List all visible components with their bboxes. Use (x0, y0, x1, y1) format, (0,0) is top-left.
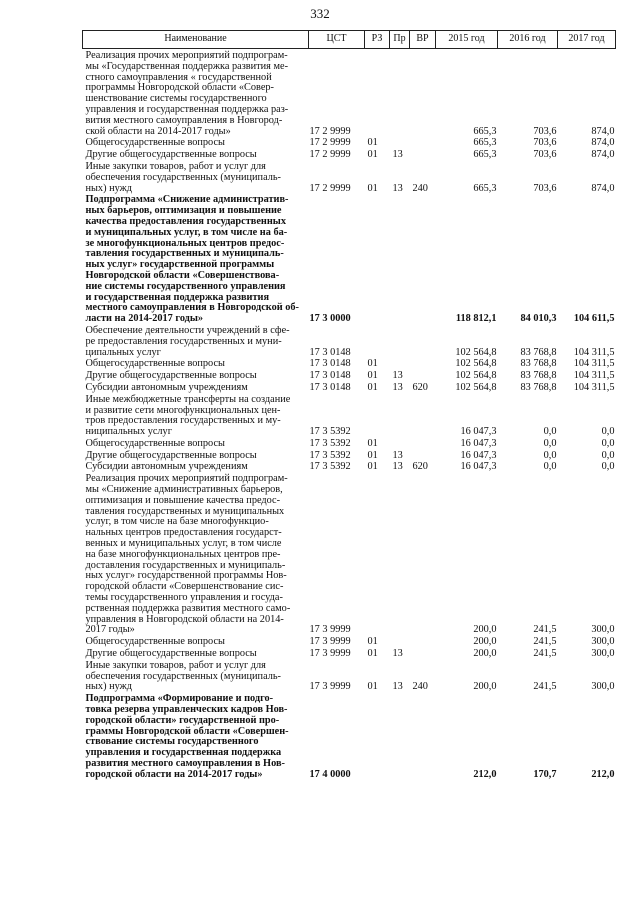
row-cst-cell: 17 2 9999 (309, 149, 351, 161)
row-2016-cell: 83 768,8 (520, 346, 557, 358)
row-vr-cell: 620 (412, 381, 428, 393)
table-row (83, 383, 616, 395)
row-vr-cell (410, 359, 436, 371)
row-rz-cell (365, 694, 390, 781)
row-rz-cell: 01 (367, 358, 378, 370)
row-rz-cell: 01 (367, 461, 378, 473)
row-vr-cell (410, 637, 436, 649)
row-2016-cell: 170,7 (533, 768, 557, 780)
row-cst-cell: 17 3 0148 (309, 346, 351, 358)
row-name-cell: Иные межбюджетные трансферты на создание и развитие сети многофункциональных цен- тров предоставления государственных и му- ниципальных услуг (85, 393, 291, 438)
row-cst-cell: 17 2 9999 (309, 137, 351, 149)
row-cst-cell: 17 3 0148 (309, 370, 351, 382)
row-2017-cell: 104 311,5 (573, 370, 615, 382)
row-rz-cell (365, 474, 390, 637)
row-name-cell: Общегосударственные вопросы (85, 137, 225, 149)
budget-table (82, 30, 616, 782)
table-row (83, 661, 616, 694)
header-name: Наименование (83, 31, 309, 49)
row-2017-cell: 0,0 (601, 461, 615, 473)
row-2016-cell: 241,5 (533, 648, 557, 660)
row-2017-cell: 300,0 (591, 681, 615, 693)
row-pr-cell: 13 (392, 370, 403, 382)
header-2017: 2017 год (558, 31, 616, 49)
row-2016-cell: 0,0 (543, 426, 557, 438)
row-2015-cell: 16 047,3 (460, 426, 497, 438)
row-pr-cell (390, 51, 410, 138)
row-name-cell: Обеспечение деятельности учреждений в сфе- ре предоставления государственных и муни- ципальных услуг (85, 324, 290, 358)
row-2016-cell: 83 768,8 (520, 370, 557, 382)
row-2015-cell: 200,0 (473, 624, 497, 636)
row-2017-cell: 874,0 (591, 137, 615, 149)
row-cst-cell: 17 3 5392 (309, 426, 351, 438)
row-pr-cell: 13 (392, 681, 403, 693)
row-name-cell: Субсидии автономным учреждениям (85, 381, 248, 393)
row-vr-cell (410, 649, 436, 661)
row-rz-cell: 01 (367, 648, 378, 660)
row-2016-cell: 703,6 (533, 149, 557, 161)
row-pr-cell (390, 439, 410, 451)
row-cst-cell: 17 4 0000 (309, 768, 351, 780)
row-2015-cell: 200,0 (473, 648, 497, 660)
table-row (83, 474, 616, 637)
row-2017-cell: 0,0 (601, 437, 615, 449)
row-2017-cell: 874,0 (591, 125, 615, 137)
row-cst-cell: 17 2 9999 (309, 182, 351, 194)
row-cst-cell: 17 2 9999 (309, 125, 351, 137)
row-name-cell: Реализация прочих мероприятий подпрограм- мы «Государственная поддержка развития ме- стного самоуправления « государственной программы Новгородской области «Совер- шенствование системы государственного управления и государственная поддержка раз- вития местного самоуправления в Новгород- ской области на 2014-2017 годы» (85, 50, 289, 137)
row-cst-cell: 17 3 5392 (309, 437, 351, 449)
row-vr-cell (410, 150, 436, 162)
row-rz-cell: 01 (367, 381, 378, 393)
row-2017-cell: 104 311,5 (573, 358, 615, 370)
row-rz-cell: 01 (367, 137, 378, 149)
row-name-cell: Реализация прочих мероприятий подпрограм- мы «Снижение административных барьеров, оптимизация и повышение качества предос- тавления государственных и муниципальных услуг, в том числе на базе многофункцио- нальных центров предоставления государст- венных и муниципальных услуг, в том числе на базе многофункциональных центров пре- доставления государственных и муниципаль- ных услуг» государственной программы Нов- городской области «Совершенствование сис- темы государственного управления и госуда- рственная поддержка развития местного само- управления в Новгородской области на 2014- 2017 годы» (85, 473, 291, 636)
row-pr-cell: 13 (392, 182, 403, 194)
row-2016-cell: 703,6 (533, 137, 557, 149)
row-2017-cell: 104 611,5 (573, 313, 615, 325)
table-row (83, 326, 616, 359)
table-row (83, 439, 616, 451)
row-vr-cell: 240 (412, 681, 428, 693)
row-2015-cell: 665,3 (473, 137, 497, 149)
row-cst-cell: 17 3 0148 (309, 358, 351, 370)
row-vr-cell (410, 195, 436, 326)
row-2017-cell: 300,0 (591, 636, 615, 648)
row-vr-cell (410, 51, 436, 138)
row-pr-cell (390, 474, 410, 637)
row-2016-cell: 0,0 (543, 461, 557, 473)
table-row (83, 162, 616, 195)
header-2015: 2015 год (436, 31, 498, 49)
header-cst: ЦСТ (309, 31, 365, 49)
table-row (83, 51, 616, 138)
row-cst-cell: 17 3 5392 (309, 461, 351, 473)
row-2017-cell: 104 311,5 (573, 381, 615, 393)
row-vr-cell (410, 439, 436, 451)
row-name-cell: Подпрограмма «Формирование и подго- товка резерва управленческих кадров Нов- городской области» государственной про- граммы Новгородской области «Совершен- ствование системы государственного управления и государственная поддержка развития местного самоуправления в Нов- городской области на 2014-2017 годы» (85, 693, 289, 780)
row-2016-cell: 241,5 (533, 624, 557, 636)
row-name-cell: Общегосударственные вопросы (85, 437, 225, 449)
row-rz-cell: 01 (367, 681, 378, 693)
row-2016-cell: 703,6 (533, 182, 557, 194)
row-2016-cell: 83 768,8 (520, 358, 557, 370)
row-2015-cell: 200,0 (473, 681, 497, 693)
row-2017-cell: 212,0 (591, 768, 615, 780)
header-vr: ВР (410, 31, 436, 49)
row-pr-cell: 13 (392, 461, 403, 473)
row-cst-cell: 17 3 0000 (309, 313, 351, 325)
row-pr-cell (390, 326, 410, 359)
row-cst-cell: 17 3 0148 (309, 381, 351, 393)
row-cst-cell: 17 3 9999 (309, 636, 351, 648)
row-pr-cell (390, 395, 410, 439)
row-2016-cell: 241,5 (533, 681, 557, 693)
header-2016: 2016 год (498, 31, 558, 49)
row-rz-cell (365, 395, 390, 439)
table-row (83, 195, 616, 326)
row-name-cell: Общегосударственные вопросы (85, 358, 225, 370)
row-cst-cell: 17 3 9999 (309, 648, 351, 660)
row-2017-cell: 874,0 (591, 182, 615, 194)
row-cst-cell: 17 3 9999 (309, 624, 351, 636)
row-rz-cell: 01 (367, 437, 378, 449)
row-2015-cell: 212,0 (473, 768, 497, 780)
row-2017-cell: 0,0 (601, 426, 615, 438)
header-pr: Пр (390, 31, 410, 49)
row-cst-cell: 17 3 9999 (309, 681, 351, 693)
row-pr-cell: 13 (392, 381, 403, 393)
row-vr-cell: 240 (412, 182, 428, 194)
row-rz-cell: 01 (367, 449, 378, 461)
row-2015-cell: 665,3 (473, 182, 497, 194)
row-vr-cell (410, 326, 436, 359)
row-2015-cell: 102 564,8 (455, 370, 497, 382)
row-2017-cell: 104 311,5 (573, 346, 615, 358)
row-rz-cell: 01 (367, 370, 378, 382)
row-2017-cell: 0,0 (601, 449, 615, 461)
row-rz-cell (365, 195, 390, 326)
row-2017-cell: 874,0 (591, 149, 615, 161)
row-2015-cell: 102 564,8 (455, 358, 497, 370)
row-2015-cell: 665,3 (473, 125, 497, 137)
row-2016-cell: 0,0 (543, 437, 557, 449)
row-rz-cell: 01 (367, 182, 378, 194)
row-2015-cell: 102 564,8 (455, 346, 497, 358)
row-2015-cell: 16 047,3 (460, 461, 497, 473)
row-name-cell: Иные закупки товаров, работ и услуг для обеспечения государственных (муниципаль- ных) нужд (85, 160, 281, 194)
row-rz-cell (365, 326, 390, 359)
row-vr-cell: 620 (412, 461, 428, 473)
row-rz-cell: 01 (367, 149, 378, 161)
row-2016-cell: 703,6 (533, 125, 557, 137)
row-2015-cell: 16 047,3 (460, 449, 497, 461)
table-row (83, 694, 616, 781)
row-name-cell: Общегосударственные вопросы (85, 636, 225, 648)
row-name-cell: Другие общегосударственные вопросы (85, 648, 257, 660)
row-2015-cell: 200,0 (473, 636, 497, 648)
row-vr-cell (410, 694, 436, 781)
row-pr-cell (390, 195, 410, 326)
row-name-cell: Субсидии автономным учреждениям (85, 461, 248, 473)
row-rz-cell (365, 51, 390, 138)
page-number: 332 (310, 6, 330, 21)
row-2015-cell: 118 812,1 (455, 313, 497, 325)
row-name-cell: Другие общегосударственные вопросы (85, 449, 257, 461)
row-2017-cell: 300,0 (591, 648, 615, 660)
row-2015-cell: 102 564,8 (455, 381, 497, 393)
row-name-cell: Подпрограмма «Снижение административ- ных барьеров, оптимизация и повышение качества предоставления государственных и муниципальных услуг, в том числе на ба- зе многофункциональных центров предос- тавления государственных и муниципаль- ных услуг» государственной программы Новгородской области «Совершенствова- ние системы государственного управления и государственная поддержка развития местного самоуправления в Новгородской об- ласти на 2014-2017 годы» (85, 194, 299, 325)
row-2015-cell: 16 047,3 (460, 437, 497, 449)
row-vr-cell (410, 395, 436, 439)
row-rz-cell: 01 (367, 636, 378, 648)
row-cst-cell: 17 3 5392 (309, 449, 351, 461)
row-2016-cell: 84 010,3 (520, 313, 557, 325)
row-2016-cell: 241,5 (533, 636, 557, 648)
row-vr-cell (410, 474, 436, 637)
row-pr-cell: 13 (392, 149, 403, 161)
row-2016-cell: 0,0 (543, 449, 557, 461)
row-pr-cell: 13 (392, 449, 403, 461)
row-pr-cell (390, 694, 410, 781)
row-name-cell: Иные закупки товаров, работ и услуг для обеспечения государственных (муниципаль- ных) нужд (85, 659, 281, 693)
row-name-cell: Другие общегосударственные вопросы (85, 149, 257, 161)
table-body (83, 49, 616, 782)
row-name-cell: Другие общегосударственные вопросы (85, 370, 257, 382)
row-2016-cell: 83 768,8 (520, 381, 557, 393)
row-2017-cell: 300,0 (591, 624, 615, 636)
table-row (83, 395, 616, 439)
header-rz: РЗ (365, 31, 390, 49)
row-2015-cell: 665,3 (473, 149, 497, 161)
table-header (83, 31, 616, 49)
row-pr-cell: 13 (392, 648, 403, 660)
row-vr-cell (410, 138, 436, 150)
